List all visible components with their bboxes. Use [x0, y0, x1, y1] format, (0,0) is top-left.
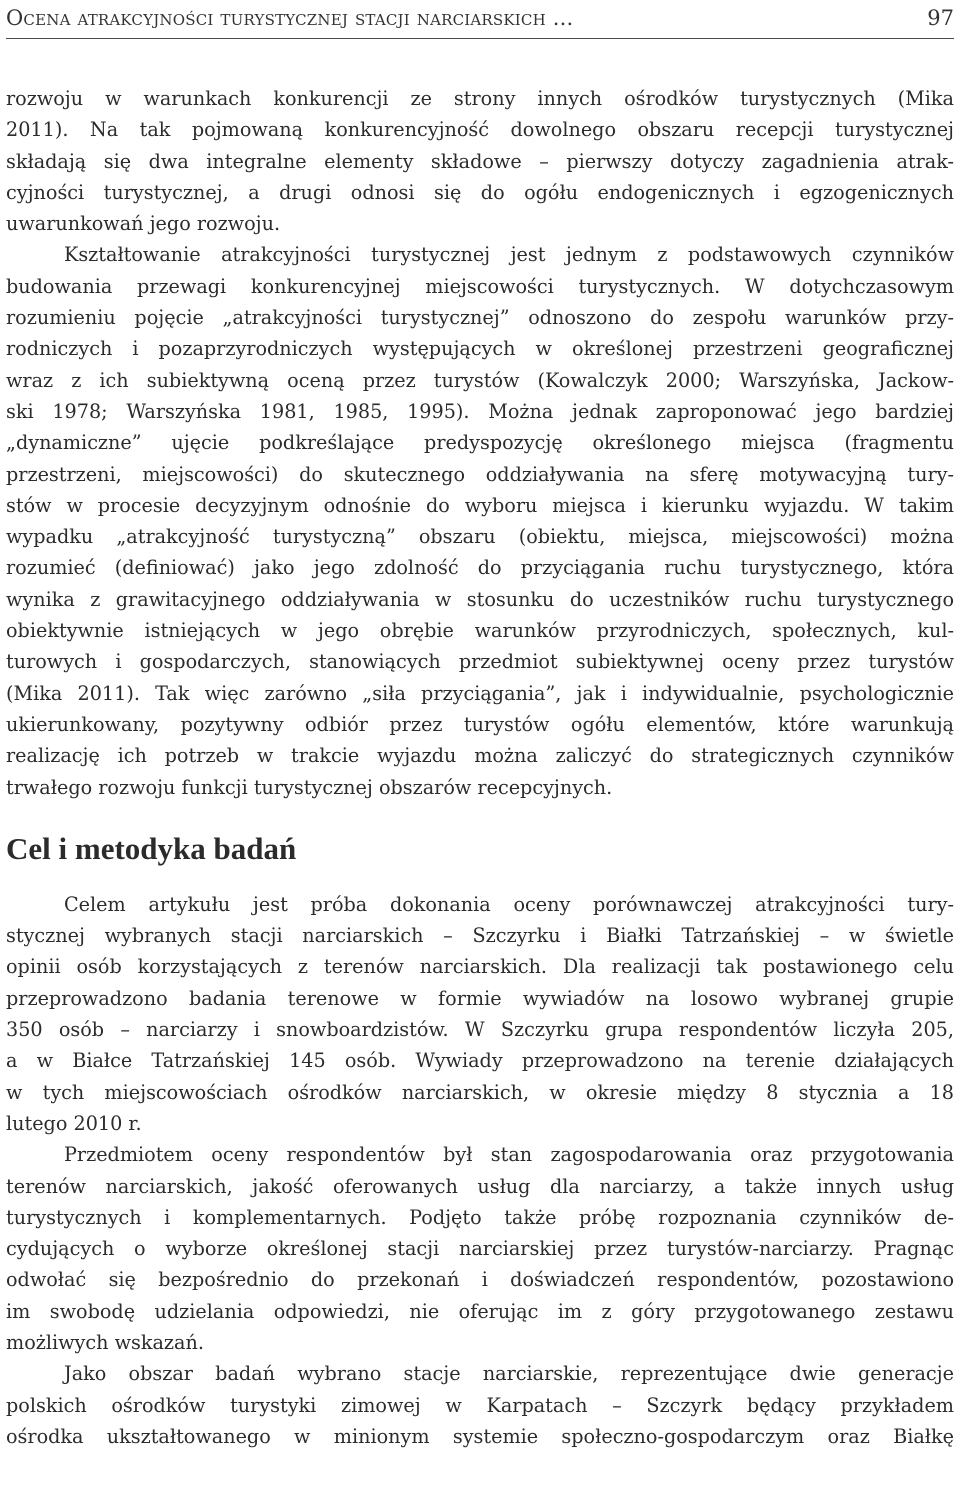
text-line: stycznej wybranych stacji narciarskich – Szczyrku i Białki Tatrzańskiej – w świetle: [6, 924, 954, 948]
subject-paragraph: [6, 1139, 954, 1358]
area-paragraph: [6, 1358, 954, 1452]
page-number: 97: [927, 6, 954, 30]
text-line: Kształtowanie atrakcyjności turystycznej jest jednym z podstawowych czynników: [64, 243, 954, 267]
text-line: stów w procesie decyzyjnym odnośnie do wyboru miejsca i kierunku wyjazdu. W takim: [6, 493, 954, 517]
text-line: opinii osób korzystających z terenów narciarskich. Dla realizacji tak postawionego celu: [6, 955, 954, 979]
text-line: obiektywnie istniejących w jego obrębie warunków przyrodniczych, społecznych, kul-: [6, 619, 954, 643]
text-line: Jako obszar badań wybrano stacje narciarskie, reprezentujące dwie generacje: [64, 1362, 954, 1386]
text-line: 2011). Na tak pojmowaną konkurencyjność dowolnego obszaru recepcji turystycznej: [6, 118, 954, 142]
text-line: wypadku „atrakcyjność turystyczną” obszaru (obiektu, miejsca, miejscowości) można: [6, 525, 954, 549]
text-line: rozumieniu pojęcie „atrakcyjności turystycznej” odnoszono do zespołu warunków przy-: [6, 306, 954, 330]
text-line: a w Białce Tatrzańskiej 145 osób. Wywiady przeprowadzono na terenie działających: [6, 1049, 954, 1073]
text-line: w tych miejscowościach ośrodków narciarskich, w okresie między 8 stycznia a 18: [6, 1080, 954, 1104]
text-line: rodniczych i pozaprzyrodniczych występujących w określonej przestrzeni geograficznej: [6, 337, 954, 361]
text-line: polskich ośrodków turystyki zimowej w Karpatach – Szczyrk będący przykładem: [6, 1393, 954, 1417]
text-line: cyjności turystycznej, a drugi odnosi się do ogółu endogenicznych i egzogenicznych: [6, 180, 954, 204]
text-line: Przedmiotem oceny respondentów był stan zagospodarowania oraz przygotowania: [64, 1143, 954, 1167]
text-line: lutego 2010 r.: [6, 1111, 142, 1135]
article-body: [6, 83, 954, 1452]
section-heading: Cel i metodyka badań: [6, 830, 297, 866]
text-line: uwarunkowań jego rozwoju.: [6, 212, 281, 236]
text-line: przeprowadzono badania terenowe w formie wywiadów na losowo wybranej grupie: [6, 986, 954, 1010]
text-line: turowych i gospodarczych, stanowiących przedmiot subiektywnej oceny przez turystów: [6, 650, 954, 674]
running-head: [6, 4, 954, 39]
text-line: realizację ich potrzeb w trakcie wyjazdu można zaliczyć do strategicznych czynników: [6, 744, 954, 768]
running-head-title: Ocena atrakcyjności turystycznej stacji narciarskich ...: [6, 6, 574, 30]
text-line: składają się dwa integralne elementy składowe – pierwszy dotyczy zagadnienia atrak-: [6, 149, 954, 173]
text-line: terenów narciarskich, jakość oferowanych usług dla narciarzy, a także innych usług: [6, 1174, 954, 1198]
aim-paragraph: [6, 889, 954, 1139]
text-line: cydujących o wyborze określonej stacji narciarskiej przez turystów-narciarzy. Pragnąc: [6, 1237, 954, 1261]
text-line: możliwych wskazań.: [6, 1330, 204, 1354]
text-line: im swobodę udzielania odpowiedzi, nie oferując im z góry przygotowanego zestawu: [6, 1299, 954, 1323]
attractiveness-paragraph: [6, 239, 954, 802]
text-line: przestrzeni, miejscowości) do skutecznego oddziaływania na sferę motywacyjną tury-: [6, 462, 954, 486]
text-line: wynika z grawitacyjnego oddziaływania w stosunku do uczestników ruchu turystycznego: [6, 587, 954, 611]
text-line: rozwoju w warunkach konkurencji ze strony innych ośrodków turystycznych (Mika: [6, 87, 954, 110]
intro-paragraph: [6, 83, 954, 239]
text-line: (Mika 2011). Tak więc zarówno „siła przyciągania”, jak i indywidualnie, psychologicznie: [6, 681, 954, 705]
text-line: rozumieć (definiować) jako jego zdolność do przyciągania ruchu turystycznego, która: [6, 556, 954, 580]
text-line: ski 1978; Warszyńska 1981, 1985, 1995). Można jednak zaproponować jego bardziej: [6, 399, 954, 423]
text-line: ośrodka ukształtowanego w minionym systemie społeczno-gospodarczym oraz Białkę: [6, 1424, 954, 1448]
text-line: odwołać się bezpośrednio do przekonań i doświadczeń respondentów, pozostawiono: [6, 1268, 954, 1292]
text-line: ukierunkowany, pozytywny odbiór przez turystów ogółu elementów, które warunkują: [6, 712, 954, 736]
text-line: budowania przewagi konkurencyjnej miejscowości turystycznych. W dotychczasowym: [6, 274, 954, 298]
text-line: „dynamiczne” ujęcie podkreślające predyspozycję określonego miejsca (fragmentu: [6, 431, 954, 455]
document-page: [6, 0, 954, 1452]
text-line: trwałego rozwoju funkcji turystycznej obszarów recepcyjnych.: [6, 775, 613, 799]
text-line: 350 osób – narciarzy i snowboardzistów. W Szczyrku grupa respondentów liczyła 205,: [6, 1018, 954, 1042]
text-line: Celem artykułu jest próba dokonania oceny porównawczej atrakcyjności tury-: [64, 892, 954, 916]
text-line: turystycznych i komplementarnych. Podjęto także próbę rozpoznania czynników de-: [6, 1205, 954, 1229]
text-line: wraz z ich subiektywną oceną przez turystów (Kowalczyk 2000; Warszyńska, Jackow-: [6, 368, 954, 392]
